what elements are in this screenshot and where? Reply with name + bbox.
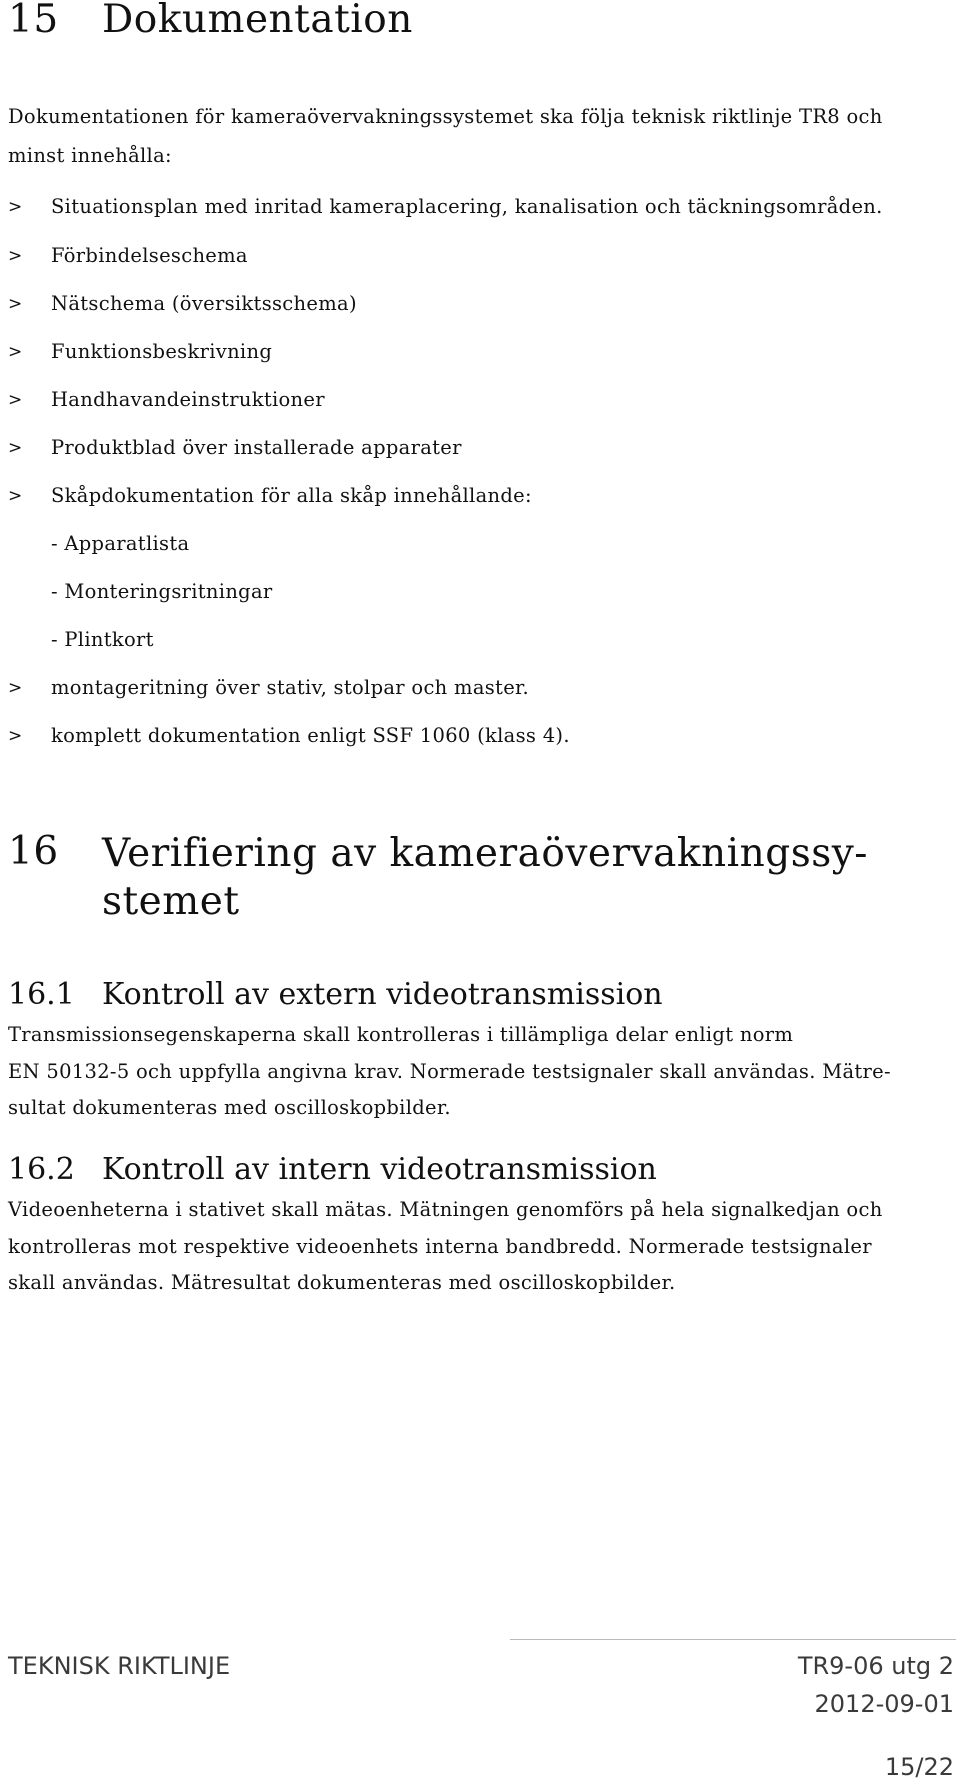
section-title-line: Verifiering av kameraövervakningssy- <box>102 831 868 876</box>
list-item-text: Skåpdokumentation för alla skåp innehållande: <box>51 484 532 507</box>
paragraph-line: minst innehålla: <box>8 144 172 167</box>
footer-label: TEKNISK RIKTLINJE <box>8 1652 231 1680</box>
subsection-title: Kontroll av extern videotransmission <box>102 977 663 1012</box>
bullet-marker: > <box>8 294 23 314</box>
bullet-marker: > <box>8 246 23 266</box>
section-title-line: stemet <box>102 879 240 924</box>
footer-document-id: TR9-06 utg 2 <box>797 1652 954 1680</box>
bullet-marker: > <box>8 486 23 506</box>
paragraph-line: skall användas. Mätresultat dokumenteras med oscilloskopbilder. <box>8 1271 676 1294</box>
bullet-marker: > <box>8 678 23 698</box>
sub-list-item: - Apparatlista <box>51 532 190 555</box>
list-item-text: Situationsplan med inritad kameraplacering, kanalisation och täckningsområden. <box>51 195 883 218</box>
subsection-16-1-body <box>8 1017 953 1127</box>
section-number: 16 <box>8 829 59 874</box>
list-item-text: Funktionsbeskrivning <box>51 340 273 363</box>
sub-list-item: - Plintkort <box>51 628 154 651</box>
bullet-marker: > <box>8 197 23 217</box>
paragraph-line: Dokumentationen för kameraövervakningssystemet ska följa teknisk riktlinje TR8 och <box>8 105 883 128</box>
bullet-marker: > <box>8 726 23 746</box>
bullet-marker: > <box>8 342 23 362</box>
subsection-16-2-body <box>8 1192 953 1302</box>
bullet-marker: > <box>8 390 23 410</box>
subsection-number: 16.1 <box>8 977 75 1012</box>
bullet-marker: > <box>8 438 23 458</box>
paragraph-line: kontrolleras mot respektive videoenhets interna bandbredd. Normerade testsignaler <box>8 1234 872 1258</box>
paragraph-line: sultat dokumenteras med oscilloskopbilder. <box>8 1096 451 1119</box>
list-item-text: Nätschema (översiktsschema) <box>51 292 357 315</box>
list-item-text: montageritning över stativ, stolpar och master. <box>51 676 530 699</box>
paragraph-line: EN 50132-5 och uppfylla angivna krav. Normerade testsignaler skall användas. Mätre- <box>8 1059 891 1083</box>
section-title: Dokumentation <box>102 0 413 42</box>
list-item-text: Förbindelseschema <box>51 244 248 267</box>
list-item-text: komplett dokumentation enligt SSF 1060 (klass 4). <box>51 724 570 747</box>
paragraph-line: Videoenheterna i stativet skall mätas. Mätningen genomförs på hela signalkedjan och <box>8 1198 883 1221</box>
footer-date: 2012-09-01 <box>814 1690 954 1718</box>
subsection-title: Kontroll av intern videotransmission <box>102 1152 657 1187</box>
paragraph-line: Transmissionsegenskaperna skall kontrolleras i tillämpliga delar enligt norm <box>8 1023 794 1046</box>
sub-list-item: - Monteringsritningar <box>51 580 273 603</box>
section-number: 15 <box>8 0 59 42</box>
section-15-intro <box>8 97 953 175</box>
list-item-text: Handhavandeinstruktioner <box>51 388 325 411</box>
subsection-number: 16.2 <box>8 1152 75 1187</box>
list-item-text: Produktblad över installerade apparater <box>51 436 462 459</box>
page-number: 15/22 <box>884 1753 954 1781</box>
footer-divider <box>510 1639 956 1640</box>
